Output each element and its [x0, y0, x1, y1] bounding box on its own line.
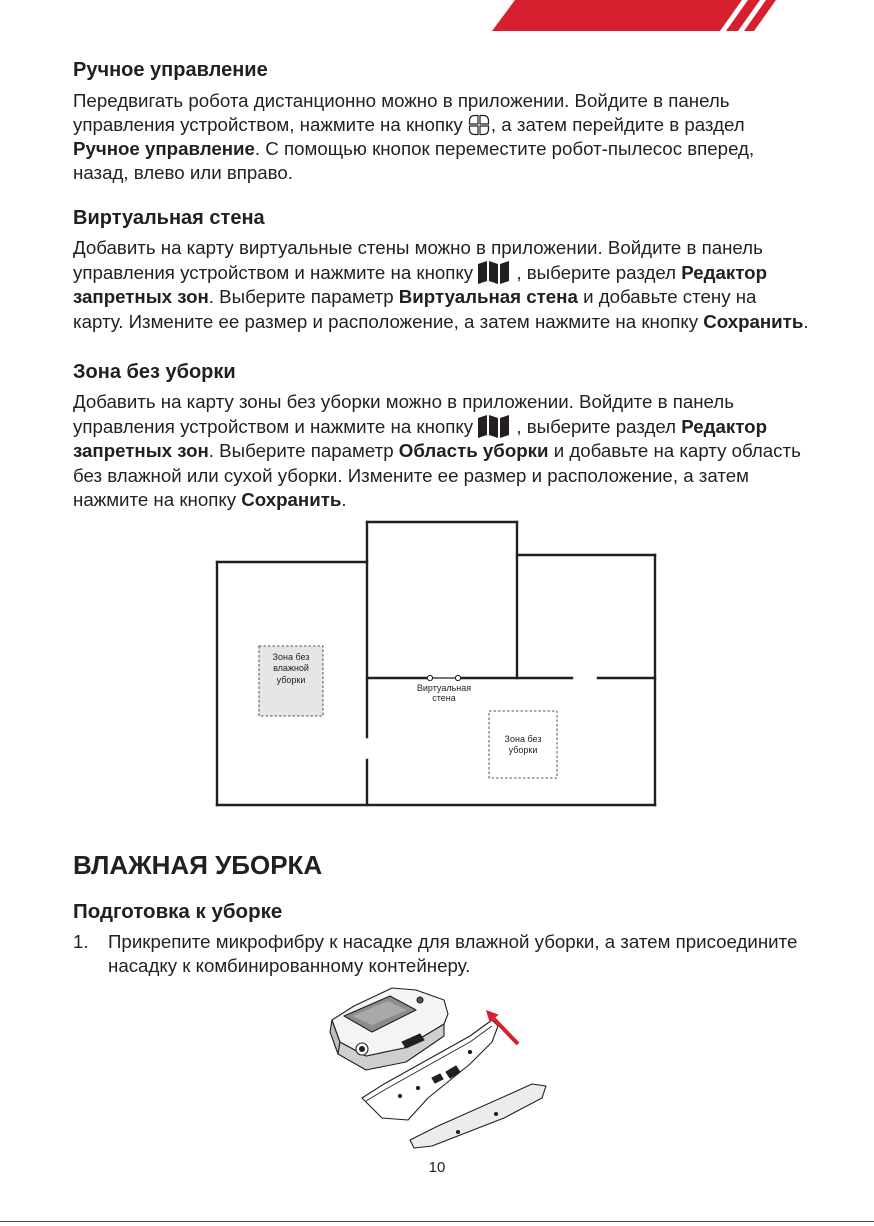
text-segment: Передвигать робота дистанционно можно в приложении. Войдите в панель [73, 90, 730, 111]
paragraph-line [73, 439, 801, 464]
no-go-zone-label: уборки [508, 745, 538, 755]
map-icon [478, 261, 510, 284]
paragraph-line [73, 415, 801, 440]
virtual-wall-endpoint [455, 675, 460, 680]
text-segment: . Выберите параметр [208, 440, 399, 462]
paragraph-line [73, 310, 809, 335]
bold-term: Сохранить [241, 489, 342, 511]
paragraph-line [73, 161, 754, 185]
text-segment: нажмите на кнопку [73, 489, 242, 511]
virtual-wall-paragraph [73, 236, 809, 334]
bold-term: Сохранить [703, 310, 804, 332]
text-segment: , а затем перейдите в раздел [490, 114, 745, 135]
bold-term: запретных зон [73, 286, 209, 308]
text-segment: Добавить на карту зоны без уборки можно в приложении. Войдите в панель [73, 391, 734, 412]
paragraph-line [73, 464, 801, 489]
section-heading-manual-control: Ручное управление [73, 59, 268, 81]
paragraph-line [73, 137, 754, 161]
page-number: 10 [428, 1159, 446, 1176]
floor-plan-diagram [210, 515, 665, 811]
paragraph-line [73, 285, 809, 310]
text-segment: , выберите раздел [516, 415, 682, 437]
virtual-wall-label: Виртуальная [416, 683, 472, 693]
text-segment: без влажной или сухой уборки. Измените ее размер и расположение, а затем [73, 464, 749, 486]
paragraph-line [73, 390, 801, 415]
manual-control-paragraph [73, 89, 754, 185]
paragraph-line [73, 261, 809, 286]
text-segment: карту. Измените ее размер и расположение, а затем нажмите на кнопку [73, 310, 704, 332]
decoration-band [492, 0, 742, 31]
no-mop-zone-label: Зона без [272, 652, 310, 662]
step-text-line: Прикрепите микрофибру к насадке для влажной уборки, а затем присоедините [108, 931, 798, 952]
step-text [108, 930, 797, 978]
mop-assembly-illustration [320, 980, 560, 1155]
text-segment: . С помощью кнопок переместите робот-пылесос вперед, [254, 138, 755, 159]
step-text-line: насадку к комбинированному контейнеру. [108, 955, 471, 976]
no-go-zone-paragraph [73, 390, 801, 513]
bold-term: Область уборки [398, 440, 549, 462]
subsection-heading: Подготовка к уборке [73, 900, 283, 923]
paragraph-line [73, 488, 801, 513]
text-segment: . [803, 310, 809, 332]
bold-term: Редактор [681, 261, 767, 283]
bold-term: Виртуальная стена [398, 286, 578, 308]
text-segment: управления устройством и нажмите на кнопку [73, 261, 479, 283]
section-heading-no-go-zone: Зона без уборки [73, 361, 236, 383]
no-go-zone-label: Зона без [504, 734, 542, 744]
no-mop-zone-label: влажной [273, 663, 309, 673]
text-segment: управления устройством, нажмите на кнопку [73, 114, 468, 135]
text-segment: Добавить на карту виртуальные стены можно в приложении. Войдите в панель [73, 237, 763, 258]
remote-control-icon [468, 114, 490, 136]
section-heading-virtual-wall: Виртуальная стена [73, 207, 265, 229]
paragraph-line [73, 236, 809, 261]
paragraph-line [73, 89, 754, 113]
text-segment: управления устройством и нажмите на кнопку [73, 415, 479, 437]
text-segment: . [341, 489, 347, 511]
no-mop-zone-label: уборки [276, 675, 306, 685]
text-segment: и добавьте на карту область [548, 440, 801, 462]
header-decoration-stripes [490, 0, 780, 32]
virtual-wall-label: стена [432, 693, 456, 703]
map-icon [478, 415, 510, 438]
robot-button [417, 997, 423, 1003]
text-segment: . Выберите параметр [208, 286, 399, 308]
paragraph-line [73, 113, 754, 137]
bold-term: Ручное управление [73, 138, 255, 159]
bold-term: Редактор [681, 415, 767, 437]
text-segment: и добавьте стену на [577, 286, 757, 308]
chapter-title: ВЛАЖНАЯ УБОРКА [73, 850, 323, 880]
virtual-wall [427, 675, 460, 680]
step-number: 1. [73, 931, 89, 952]
text-segment: , выберите раздел [516, 261, 682, 283]
text-segment: назад, влево или вправо. [73, 162, 293, 183]
bold-term: запретных зон [73, 440, 209, 462]
virtual-wall-endpoint [427, 675, 432, 680]
page-bottom-rule [0, 1221, 874, 1222]
